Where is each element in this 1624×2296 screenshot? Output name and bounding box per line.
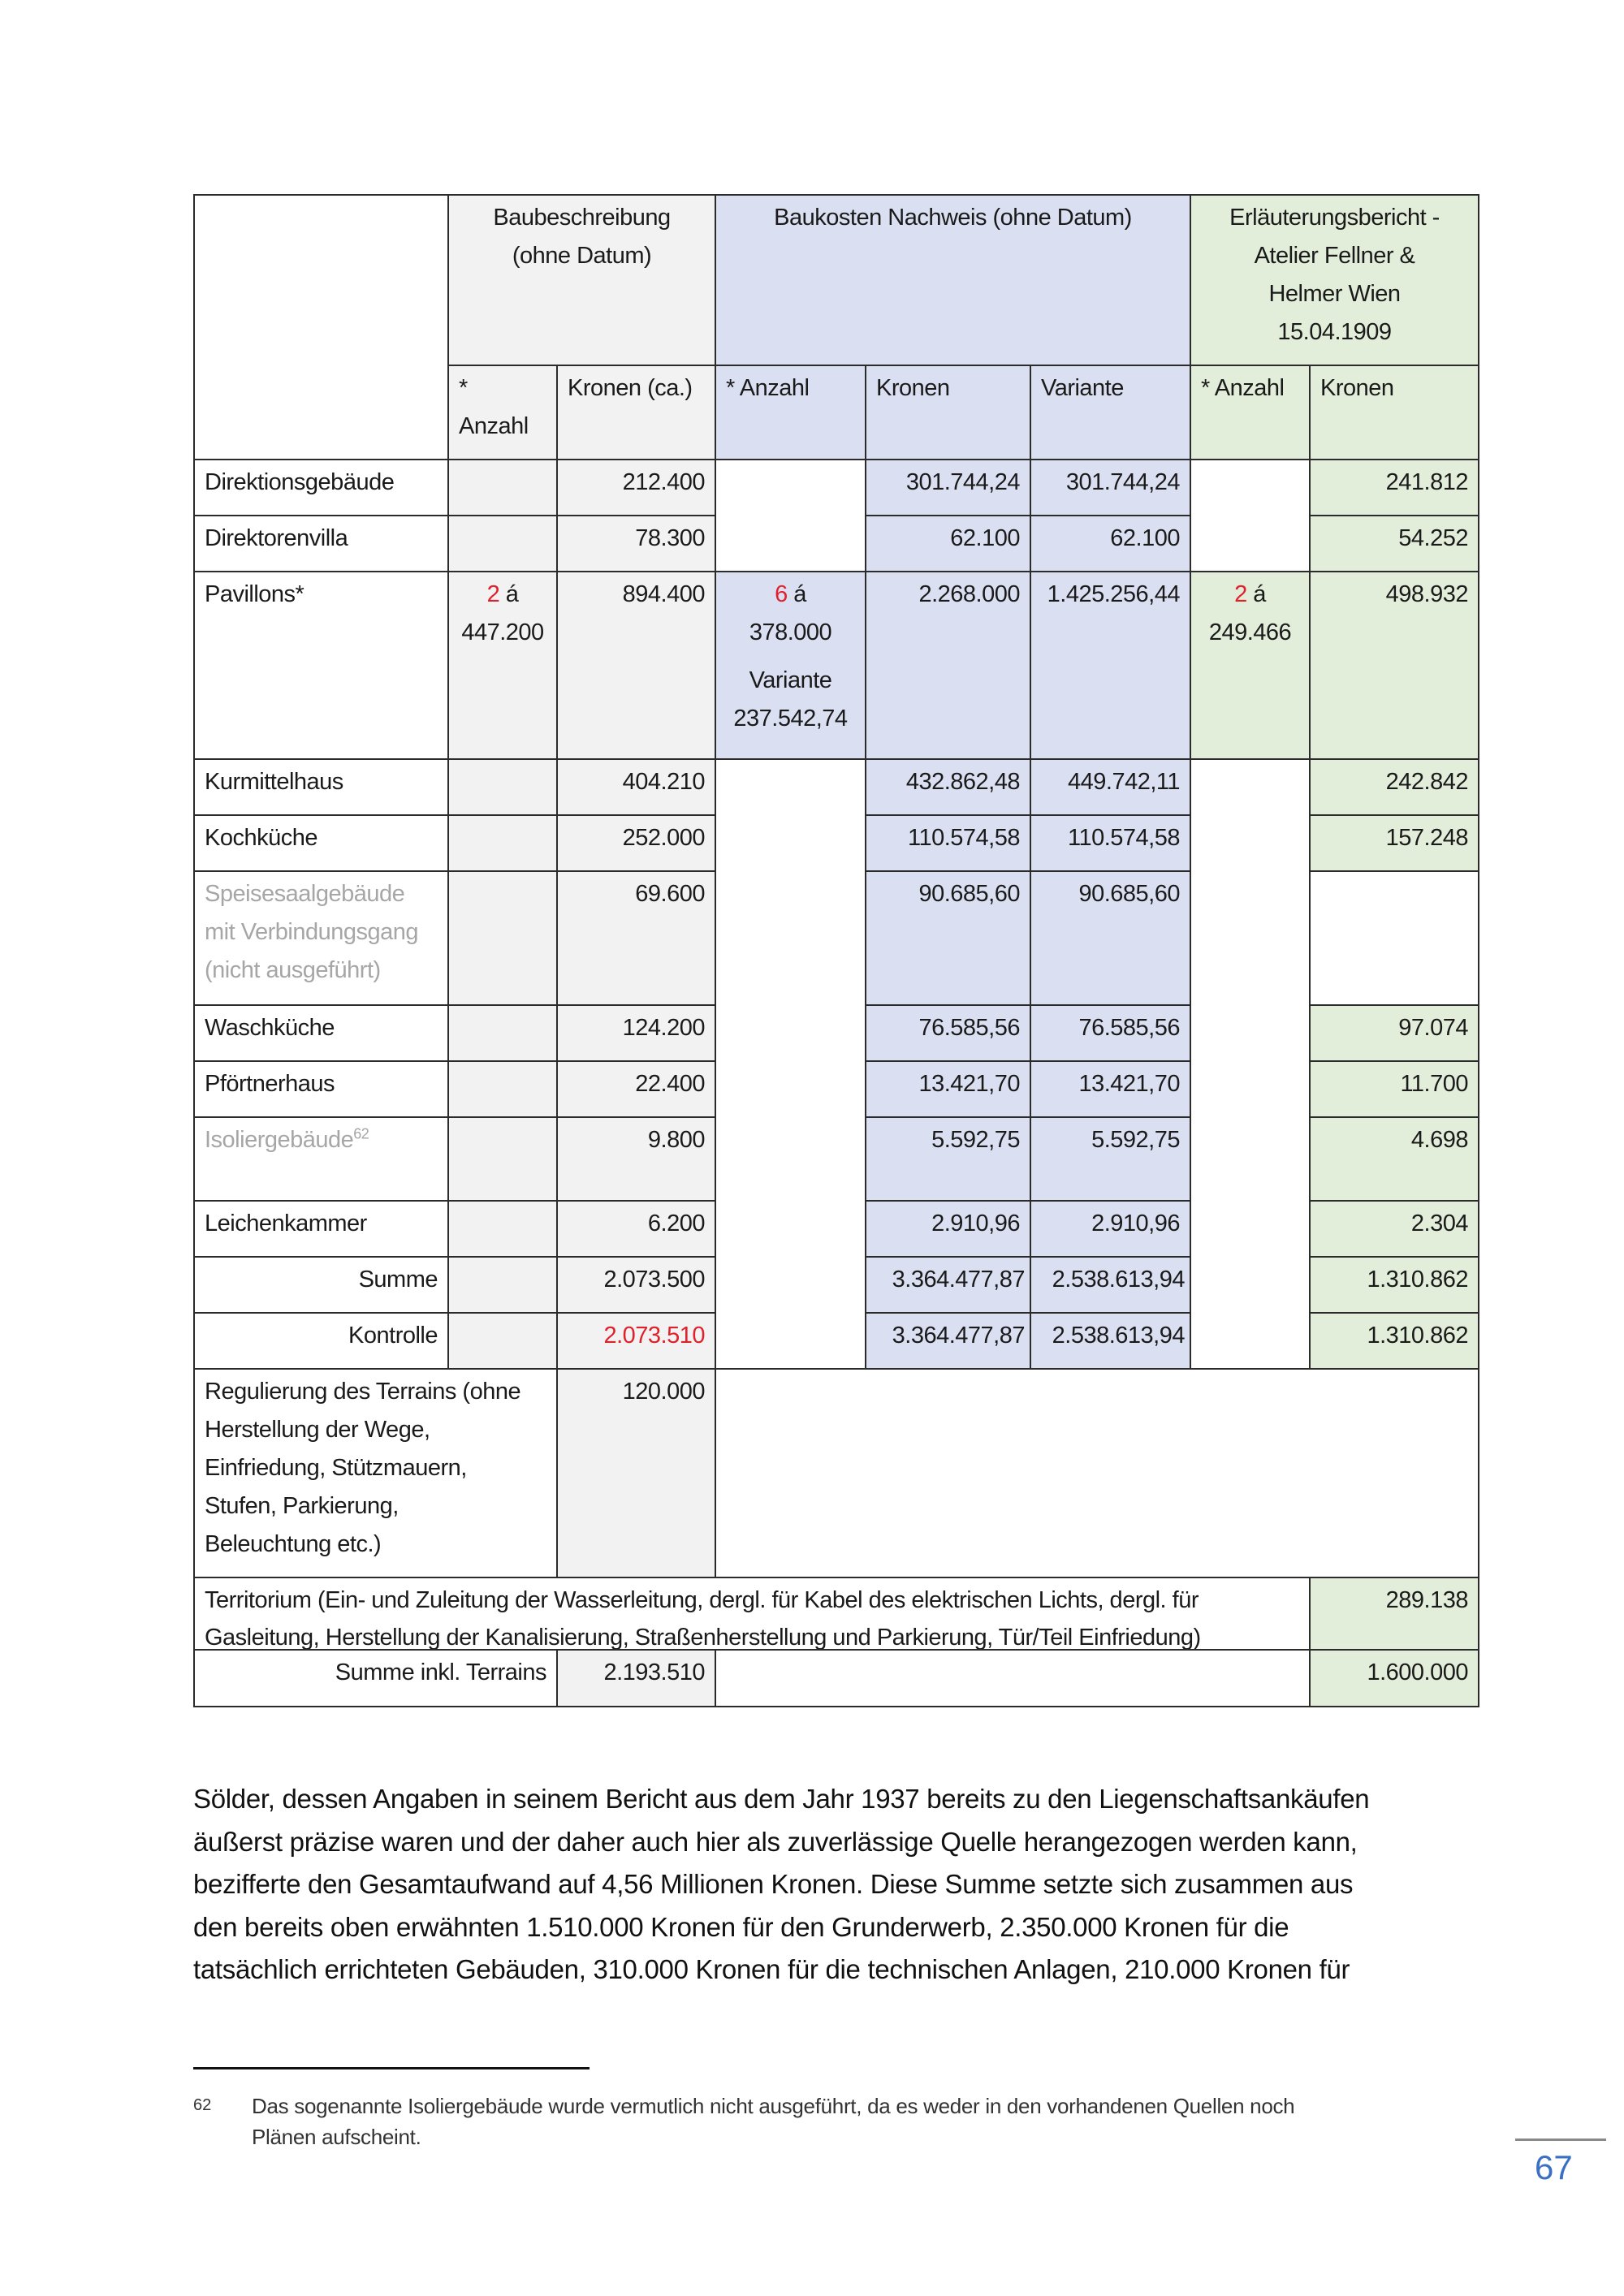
g3-a-sign: á [1246,581,1266,607]
row-g2-kronen: 2.268.000 [865,571,1031,760]
row-label-kochkueche: Kochküche [193,814,449,872]
row-g2-variante: 62.100 [1030,515,1191,572]
row-g1-anzahl [447,870,558,1006]
page-number-rule [1515,2138,1606,2141]
row-g1-anzahl [447,459,558,516]
row-g3-kronen-empty [1309,870,1479,1006]
row-g3-anzahl-merged [1190,459,1311,572]
row-g3-kronen: 157.248 [1309,814,1479,872]
kontrolle-g2-kronen: 3.364.477,87 [865,1312,1031,1370]
label-line: Regulierung des Terrains (ohne [205,1379,521,1405]
row-g3-kronen: 11.700 [1309,1060,1479,1118]
summe-g1-kronen: 2.073.500 [556,1256,716,1314]
page-number: 67 [1535,2148,1573,2186]
g2-variante-label: Variante [749,667,832,693]
label-line: Stufen, Parkierung, [205,1493,399,1519]
row-g3-kronen: 97.074 [1309,1004,1479,1062]
row-label-territorium [193,1577,1311,1651]
row-g1-anzahl [447,1060,558,1118]
row-label-kurmittelhaus: Kurmittelhaus [193,758,449,816]
row-g2-variante: 5.592,75 [1030,1116,1191,1202]
header-erlaeuterungsbericht-line3: Helmer Wien [1268,281,1401,307]
footnote-text [252,2091,1429,2152]
row-label-pfoertnerhaus: Pförtnerhaus [193,1060,449,1118]
row-g3-kronen: 4.698 [1309,1116,1479,1202]
body-line: bezifferte den Gesamtaufwand auf 4,56 Millionen Kronen. Diese Summe setzte sich zusammen aus [193,1869,1354,1899]
g2-count: 6 [775,581,788,607]
row-g1-kronen: 894.400 [556,571,716,760]
subheader-g2-variante: Variante [1030,365,1191,460]
row-g2-variante: 449.742,11 [1030,758,1191,816]
g2-variante-value: 237.542,74 [733,706,848,732]
row-g2-variante: 76.585,56 [1030,1004,1191,1062]
row-label-regulierung [193,1368,558,1578]
row-label-speisesaalgebaeude [193,870,449,1006]
g2-a-sign: á [787,581,806,607]
row-g2-variante: 2.910,96 [1030,1200,1191,1258]
row-g1-kronen: 78.300 [556,515,716,572]
territorium-g3-kronen: 289.138 [1309,1577,1479,1651]
row-g1-kronen: 9.800 [556,1116,716,1202]
footnote-line: Das sogenannte Isoliergebäude wurde vermutlich nicht ausgeführt, da es weder in den vorhandenen Quellen noch [252,2094,1295,2118]
kontrolle-g2-variante: 2.538.613,94 [1030,1312,1191,1370]
row-label-isoliergebaeude [193,1116,449,1202]
subheader-g1-anzahl-label: Anzahl [459,413,529,439]
row-g3-kronen: 241.812 [1309,459,1479,516]
row-g1-anzahl [447,814,558,872]
row-g2-kronen: 90.685,60 [865,870,1031,1006]
subheader-g1-anzahl-star: * [459,375,468,401]
g2-each: 378.000 [749,619,832,645]
kontrolle-g3-kronen: 1.310.862 [1309,1312,1479,1370]
footnote-ref-62[interactable]: 62 [353,1125,369,1142]
subheader-g3-anzahl: * Anzahl [1190,365,1311,460]
row-label-leichenkammer: Leichenkammer [193,1200,449,1258]
row-g2-kronen: 432.862,48 [865,758,1031,816]
regulierung-g1-kronen: 120.000 [556,1368,716,1578]
row-g1-kronen: 22.400 [556,1060,716,1118]
summe-terrains-g3-kronen: 1.600.000 [1309,1649,1479,1707]
row-g2-variante: 110.574,58 [1030,814,1191,872]
subheader-g1-anzahl [447,365,558,460]
header-baubeschreibung-line2: (ohne Datum) [512,243,652,269]
row-g3-kronen: 54.252 [1309,515,1479,572]
g2-anzahl-merged-lower [715,758,866,1370]
row-g2-anzahl-merged [715,459,866,572]
row-g1-anzahl [447,515,558,572]
row-g3-anzahl-pavillons [1190,571,1311,760]
summe-g1-anzahl [447,1256,558,1314]
row-g1-kronen: 69.600 [556,870,716,1006]
row-g3-kronen: 242.842 [1309,758,1479,816]
label-line: Herstellung der Wege, [205,1417,430,1443]
summe-g2-kronen: 3.364.477,87 [865,1256,1031,1314]
body-line: äußerst präzise waren und der daher auch hier als zuverlässige Quelle herangezogen werden kann, [193,1826,1358,1857]
g1-each: 447.200 [461,619,544,645]
label-line: Einfriedung, Stützmauern, [205,1455,467,1481]
label-text: Isoliergebäude [205,1127,354,1153]
row-g1-anzahl [447,1116,558,1202]
row-g2-kronen: 76.585,56 [865,1004,1031,1062]
regulierung-empty-span [715,1368,1479,1578]
footnote-separator [193,2067,590,2069]
subheader-g2-anzahl: * Anzahl [715,365,866,460]
row-g1-anzahl [447,1200,558,1258]
row-g2-variante: 13.421,70 [1030,1060,1191,1118]
row-g1-anzahl [447,758,558,816]
g3-each: 249.466 [1208,619,1292,645]
row-label-waschkueche: Waschküche [193,1004,449,1062]
row-g2-variante: 90.685,60 [1030,870,1191,1006]
row-g1-kronen: 252.000 [556,814,716,872]
footnote-line: Plänen aufscheint. [252,2125,421,2149]
subheader-g1-kronen: Kronen (ca.) [556,365,716,460]
row-g2-kronen: 5.592,75 [865,1116,1031,1202]
header-baukosten-nachweis: Baukosten Nachweis (ohne Datum) [715,194,1191,366]
row-g2-variante: 1.425.256,44 [1030,571,1191,760]
row-g1-kronen: 404.210 [556,758,716,816]
row-label-kontrolle: Kontrolle [193,1312,449,1370]
header-erlaeuterungsbericht-line2: Atelier Fellner & [1254,243,1415,269]
row-g1-kronen: 124.200 [556,1004,716,1062]
row-g2-kronen: 13.421,70 [865,1060,1031,1118]
label-line: (nicht ausgeführt) [205,957,381,983]
summe-terrains-empty [715,1649,1311,1707]
row-g2-kronen: 62.100 [865,515,1031,572]
body-line: den bereits oben erwähnten 1.510.000 Kronen für den Grunderwerb, 2.350.000 Kronen für die [193,1911,1289,1942]
header-erlaeuterungsbericht [1190,194,1479,366]
header-erlaeuterungsbericht-date: 15.04.1909 [1277,319,1392,345]
g3-anzahl-merged-lower [1190,758,1311,1370]
row-label-pavillons: Pavillons* [193,571,449,760]
row-label-summe-inkl-terrains: Summe inkl. Terrains [193,1649,558,1707]
row-g2-kronen: 110.574,58 [865,814,1031,872]
summe-terrains-g1-kronen: 2.193.510 [556,1649,716,1707]
row-g2-kronen: 2.910,96 [865,1200,1031,1258]
row-label-summe: Summe [193,1256,449,1314]
body-line: Sölder, dessen Angaben in seinem Bericht aus dem Jahr 1937 bereits zu den Liegenschaftsankäufen [193,1784,1370,1814]
body-line: tatsächlich errichteten Gebäuden, 310.000 Kronen für die technischen Anlagen, 210.000 Kronen für [193,1954,1350,1984]
row-g1-kronen: 212.400 [556,459,716,516]
summe-g2-variante: 2.538.613,94 [1030,1256,1191,1314]
g1-a-sign: á [499,581,519,607]
kontrolle-g1-anzahl [447,1312,558,1370]
kontrolle-g1-kronen: 2.073.510 [556,1312,716,1370]
row-g2-kronen: 301.744,24 [865,459,1031,516]
g3-count: 2 [1234,581,1247,607]
body-paragraph [193,1778,1484,1992]
label-line: Beleuchtung etc.) [205,1531,382,1557]
header-erlaeuterungsbericht-line1: Erläuterungsbericht - [1229,205,1440,231]
header-baubeschreibung-line1: Baubeschreibung [493,205,671,231]
row-label-direktorenvilla: Direktorenvilla [193,515,449,572]
header-baubeschreibung [447,194,716,366]
subheader-g2-kronen: Kronen [865,365,1031,460]
header-empty-corner [193,194,449,460]
label-line: Speisesaalgebäude [205,881,405,907]
row-g2-variante: 301.744,24 [1030,459,1191,516]
row-g1-anzahl-pavillons [447,571,558,760]
row-g3-kronen: 2.304 [1309,1200,1479,1258]
row-label-direktionsgebaeude: Direktionsgebäude [193,459,449,516]
label-line: mit Verbindungsgang [205,919,418,945]
label-line: Gasleitung, Herstellung der Kanalisierung, Straßenherstellung und Parkierung, Tür/Teil Einfriedung) [205,1625,1201,1651]
label-line: Territorium (Ein- und Zuleitung der Wasserleitung, dergl. für Kabel des elektrischen Lichts, dergl. für [205,1587,1199,1613]
row-g1-anzahl [447,1004,558,1062]
row-g1-kronen: 6.200 [556,1200,716,1258]
footnote-number: 62 [193,2096,212,2114]
g1-count: 2 [486,581,500,607]
subheader-g3-kronen: Kronen [1309,365,1479,460]
row-g2-anzahl-pavillons [715,571,866,760]
row-g3-kronen: 498.932 [1309,571,1479,760]
summe-g3-kronen: 1.310.862 [1309,1256,1479,1314]
